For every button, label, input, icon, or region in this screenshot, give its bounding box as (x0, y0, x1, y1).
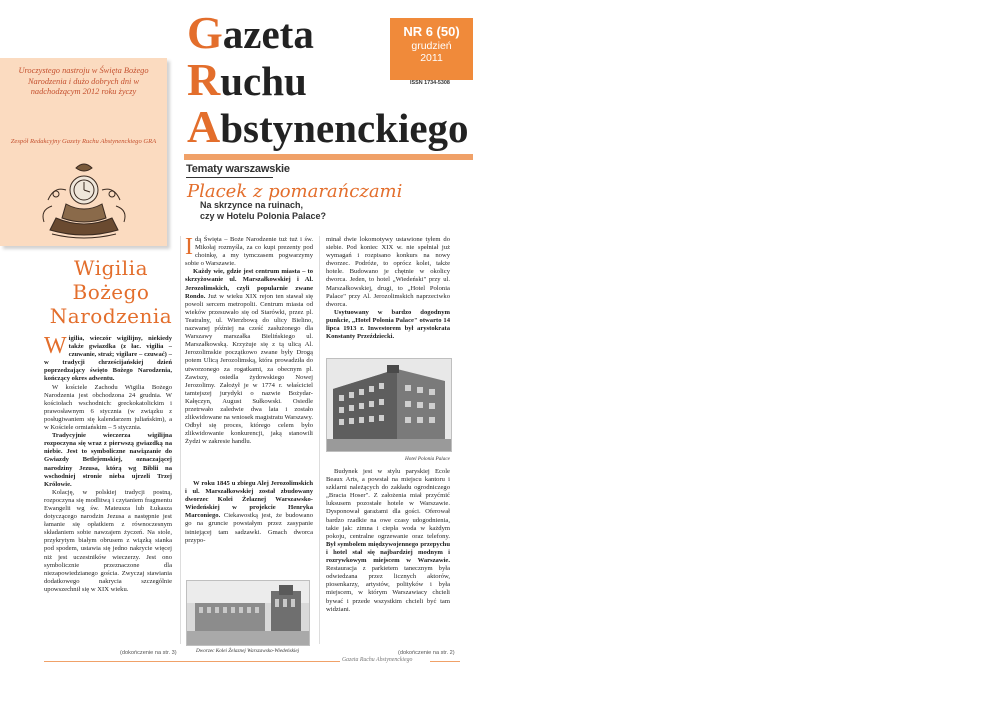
article-subhead (200, 200, 326, 222)
section-rule (186, 177, 273, 178)
station-caption: Dworzec Kolei Żelaznej Warszawsko-Wiedeńskiej (196, 648, 300, 654)
dropcap-w: W (44, 335, 67, 359)
right-paragraph-3-bold: Był symbolem międzywojennego przepychu i hotel stał się najbardziej modnym i rozrywkowym miejscem w Warszawie. (326, 540, 450, 565)
article-headline: Placek z pomarańczami (187, 181, 403, 202)
mid-paragraph-2: Już w wieku XIX rejon ten stawał się powoli sercem metropolii. Centrum miasta od wieków przesuwało się od Starówki, przez pl. Teatralny, ul. Wierzbową do ulicy Bielino, nazwanej później na cześć zasłużonego dla Warszawy marszałka Bielińskiego ul. Marszałkowską. Krzyżuje się z tą ulicą Al. Jerozolimskie początkowo zwane były Drogą potem Ulicą Jerozolimską, która prowadziła do utworzonego za rogatkami, za obecnym pl. Zawiszy, osiedla żydowskiego Nowej Jerozolimy. Założył je w 1774 r. właściciel tamtejszej jurydyki o nazwie Bożydar-Kałęczyn, August Sułkowski. Osiedle przetrwało zaledwie dwa lata i zostało zlikwidowane na wniosek magistratu Warszawy. Odbył się proces, którego celem było zlikwidowanie konkurencji, jaką stanowili Żydzi w zakresie handlu. (185, 292, 314, 446)
middle-column-body (185, 236, 313, 446)
issue-number: NR 6 (50) (403, 24, 460, 39)
masthead-word-1: azeta (222, 11, 314, 57)
left-continued-note: (dokończenie na str. 3) (120, 650, 177, 656)
issue-year: 2011 (420, 52, 443, 64)
right-column-body-lower (326, 468, 450, 644)
issue-box (390, 18, 473, 80)
station-photo (186, 580, 310, 646)
issn-number: ISSN 1734-5308 (410, 80, 450, 86)
hotel-photo (326, 358, 452, 452)
greeting-wish: Uroczystego nastroju w Święta Bożego Narodzenia i dużo dobrych dni w nadchodzącym 2012 roku życzy (18, 66, 149, 97)
title-line-1: Wigilia (73, 256, 149, 280)
right-paragraph-1: minał dwie lokomotywy ustawione tyłem do siebie. Pod koniec XIX w. nie spełniał już wymagań i rozpisano konkurs na nowy dworzec. Podróże, to oprócz kolei, także hotele. Budowano je chętnie w okolicy dworca. Jeden, to hotel „Wiedeński" przy ul. Marszałkowskiej, drugi, to „Hotel Polonia Palace" przy Al. Jerozolimskich naprzeciwko dworca. (326, 236, 450, 308)
ornamental-clock-illustration (36, 160, 132, 244)
mid-paragraph-1: dą Święta – Boże Narodzenie tuż tuż i św. Mikołaj rozmyśla, za co kupi prezenty pod choinkę, a my tymczasem pogwarzymy sobie o Warszawie. (185, 236, 313, 268)
issue-month: grudzień (411, 40, 452, 52)
left-article-body (44, 335, 172, 647)
greeting-card (0, 58, 167, 246)
left-paragraph-3: Tradycyjnie wieczerza wigilijna rozpoczyna się wraz z pierwszą gwiazdką na niebie. Jest to symboliczne nawiązanie do Gwiazdy Betlejemskiej, oznaczającej narodziny Jezusa, którą wg Biblii na wschodniej stronie nieba ujrzeli Trzej Królowie. (44, 432, 172, 488)
footer-rule (430, 661, 460, 662)
title-line-2: Bożego (72, 280, 150, 304)
masthead-cap-r: R (187, 54, 221, 105)
right-paragraph-2: Usytuowany w bardzo dogodnym punkcie, „Hotel Polonia Palace" otwarto 14 lipca 1913 r. Inwestorem był arystokrata Konstanty Przeździecki. (326, 308, 450, 341)
station-photo-graphic (187, 581, 309, 645)
right-column-body (326, 236, 450, 341)
masthead-word-3: bstynenckiego (220, 105, 469, 151)
right-continued-note: (dokończenie na str. 2) (398, 650, 455, 656)
subhead-line-1: Na skrzynce na ruinach, (200, 200, 304, 210)
mid-paragraph-2-bold: Każdy wie, gdzie jest centrum miasta – to skrzyżowanie ul. Marszałkowskiej i Al. Jerozolimskich, czyli popularnie zwane Rondo. (185, 268, 313, 300)
masthead-cap-a: A (187, 101, 221, 152)
masthead-rule (184, 154, 473, 160)
hotel-photo-graphic (327, 359, 451, 451)
footer-rule (44, 661, 340, 662)
right-paragraph-3: Budynek jest w stylu paryskiej Ecole Beaux Arts, a powstał na miejscu kantoru i szklarni należących do zakładu ogrodniczego „Bracia Hoser". Z założenia miał przyćmić luksusem pozostałe hotele w Warszawie. Dysponował garażami dla gości. Oferował bardzo rzadkie na owe czasy udogodnienia, takie jak: zimna i ciepła woda w każdym pokoju, centralne ogrzewanie oraz telefony. (326, 468, 450, 540)
left-paragraph-2: W kościele Zachodu Wigilia Bożego Narodzenia jest obchodzona 24 grudnia. W kościołach wschodnich: greckokatolickim i prawosławnym 6 stycznia (w związku z posługiwaniem się kalendarzem juliańskim), a w Kościele ormiańskim – 5 stycznia. (44, 383, 172, 432)
column-divider (319, 236, 320, 644)
hotel-caption: Hotel Polonia Palace (405, 456, 450, 462)
left-paragraph-1: igilia, wieczór wigilijny, niekiedy także gwiazdka (z łac. vigilia – czuwanie, straż; vigilare – czuwać) – w tradycji chrześcijańskiej dzień poprzedzający święto Bożego Narodzenia, kończący okres adwentu. (44, 335, 172, 383)
left-article-title (40, 256, 182, 328)
masthead-cap-g: G (187, 7, 223, 58)
section-label: Tematy warszawskie (186, 163, 290, 175)
masthead-word-2: uchu (220, 58, 307, 104)
title-line-3: Narodzenia (49, 304, 173, 328)
left-paragraph-4: Kolację, w polskiej tradycji postną, rozpoczyna się modlitwą i czytaniem fragmentu Ewangelii wg św. Mateusza lub Łukasza dotyczącego narodzin Jezusa a następnie jest łamanie się opłatkiem z równoczesnym składaniem sobie nawzajem życzeń. Na stole, przykrytym białym obrusem z wiązką sianka pod spodem, ustawia się jedno nakrycie więcej niż jest uczestników wieczerzy. Jest ono symbolicznie przeznaczone dla niezapowiedzianego gościa. Zwyczaj stawiania dodatkowego nakrycia szczególnie upowszechnił się w XIX wieku. (44, 488, 172, 593)
greeting-signature: Zespół Redakcyjny Gazety Ruchu Abstynenckiego GRA (10, 138, 157, 145)
mid-paragraph-3-bold: W roku 1845 u zbiegu Alej Jerozolimskich i ul. Marszałkowskiej został zbudowany dworzec Kolei Żelaznej Warszawsko-Wiedeńskiej w projekcie Henryka Marconiego. (185, 480, 313, 520)
middle-column-body-lower (185, 480, 313, 578)
footer-publication-name: Gazeta Ruchu Abstynenckiego (342, 657, 413, 663)
subhead-line-2: czy w Hotelu Polonia Palace? (200, 211, 327, 221)
column-divider (180, 236, 181, 644)
mid-paragraph-3: Ciekawostką jest, że budowano go na gruncie powstałym przez zasypanie istniejącej tam sadzawki. Gmach dworca przypo- (185, 512, 313, 544)
right-paragraph-3-end: Restauracja z parkietem tanecznym była odwiedzana przez licznych aktorów, piosenkarzy, artystów, polityków i była miejscem, w którym Warszawiacy chcieli bywać i przede wszystkim chcieli być tam widziani. (326, 565, 450, 613)
dropcap-i: I (185, 234, 193, 260)
